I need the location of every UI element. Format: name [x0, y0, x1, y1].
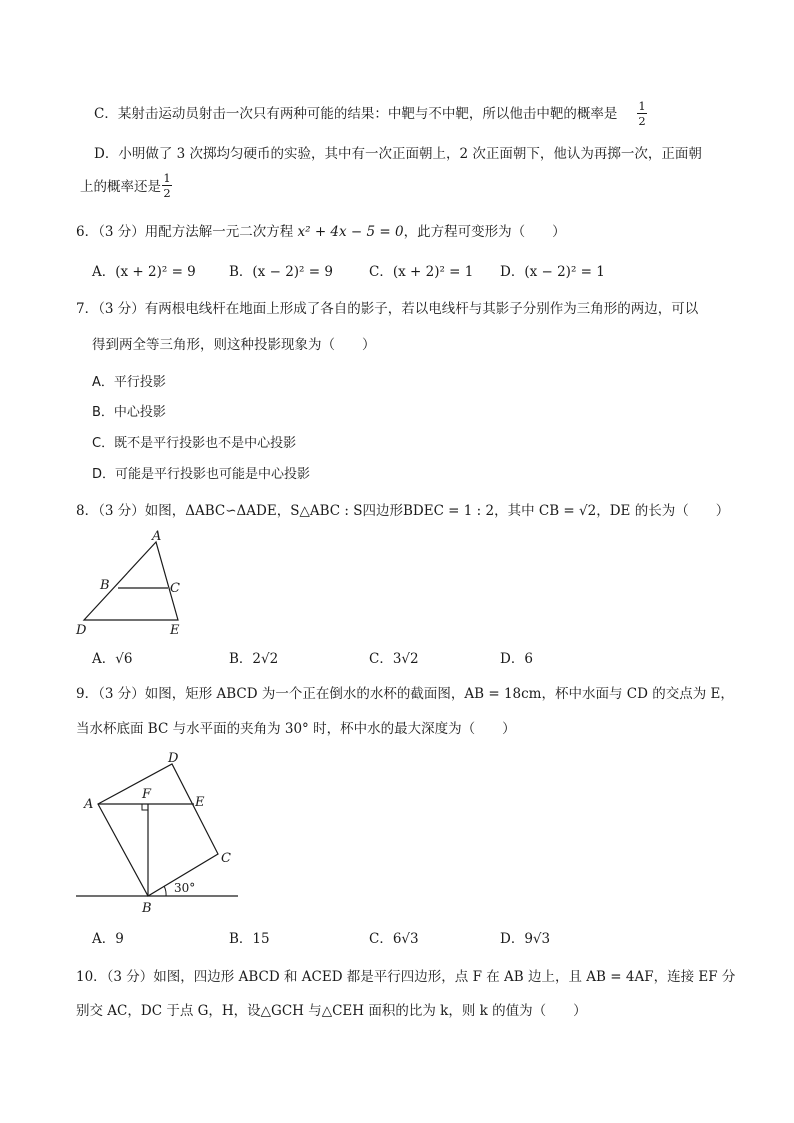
q9-option-d: D．9√3 — [500, 931, 551, 947]
label-c: C — [221, 851, 231, 866]
q9-option-b: B．15 — [229, 931, 270, 947]
q5-option-d-line2: 上的概率还是 — [80, 179, 161, 195]
label-d: D — [76, 623, 87, 638]
q7-stem-line2: 得到两全等三角形，则这种投影现象为（ ） — [92, 337, 376, 353]
label-b: B — [142, 901, 152, 916]
q7-option-c: C．既不是平行投影也不是中心投影 — [92, 436, 297, 451]
q8-option-a: A．√6 — [92, 651, 133, 667]
q8-similar-triangles-figure — [72, 528, 202, 638]
q10-stem-line1: 10．（3 分）如图，四边形 ABCD 和 ACED 都是平行四边形，点 F 在 AB 边上，且 AB = 4AF，连接 EF 分 — [76, 969, 736, 985]
label-angle-30: 30° — [174, 881, 196, 895]
right-angle-mark — [142, 804, 148, 810]
q6-option-c: C．(x + 2)² = 1 — [369, 264, 474, 280]
label-a: A — [152, 529, 162, 544]
label-e: E — [170, 623, 180, 638]
q8-option-c: C．3√2 — [369, 651, 419, 667]
q7-option-a: A．平行投影 — [92, 375, 166, 390]
q6-option-a: A．(x + 2)² = 9 — [92, 264, 196, 280]
q6-option-b: B．(x − 2)² = 9 — [229, 264, 333, 280]
label-e: E — [195, 795, 205, 810]
label-b: B — [100, 578, 110, 593]
q6-option-d: D．(x − 2)² = 1 — [500, 264, 605, 280]
q8-option-d: D．6 — [500, 651, 533, 667]
q5-option-d-fraction: 1 2 — [163, 171, 171, 200]
q5-option-c-fraction: 1 2 — [638, 99, 646, 128]
q9-option-c: C．6√3 — [369, 931, 419, 947]
label-c: C — [170, 581, 180, 596]
q7-stem-line1: 7．（3 分）有两根电线杆在地面上形成了各自的影子，若以电线杆与其影子分别作为三角形的两边，可以 — [76, 301, 699, 317]
q8-option-b: B．2√2 — [229, 651, 279, 667]
q9-option-a: A．9 — [92, 931, 124, 947]
label-a: A — [84, 797, 94, 812]
q7-option-b: B．中心投影 — [92, 405, 166, 420]
q9-tilted-cup-figure — [70, 750, 250, 920]
q7-option-d: D．可能是平行投影也可能是中心投影 — [92, 467, 311, 482]
q9-stem-line1: 9．（3 分）如图，矩形 ABCD 为一个正在倒水的水杯的截面图，AB = 18cm，杯中水面与 CD 的交点为 E， — [76, 686, 734, 702]
label-f: F — [142, 787, 152, 802]
q6-stem: 6．（3 分）用配方法解一元二次方程 x² + 4x − 5 = 0，此方程可变形为（ ） — [76, 224, 566, 240]
q8-stem: 8．（3 分）如图，ΔABC∽ΔADE，S△ABC : S四边形BDEC = 1 : 2，其中 CB = √2，DE 的长为（ ） — [76, 503, 730, 519]
q5-option-c: C．某射击运动员射击一次只有两种可能的结果：中靶与不中靶，所以他击中靶的概率是 — [94, 106, 618, 122]
label-d: D — [168, 751, 179, 766]
q10-stem-line2: 别交 AC，DC 于点 G，H，设△GCH 与△CEH 面积的比为 k，则 k 的值为（ ） — [76, 1003, 587, 1019]
q5-option-d-line1: D．小明做了 3 次掷均匀硬币的实验，其中有一次正面朝上，2 次正面朝下，他认为再掷一次，正面朝 — [94, 146, 702, 162]
q6-equation: x² + 4x − 5 = 0 — [297, 224, 404, 240]
triangle-ade — [84, 542, 178, 620]
angle-arc — [164, 886, 166, 896]
rectangle-abcd — [98, 764, 218, 896]
q9-stem-line2: 当水杯底面 BC 与水平面的夹角为 30° 时，杯中水的最大深度为（ ） — [76, 721, 516, 737]
